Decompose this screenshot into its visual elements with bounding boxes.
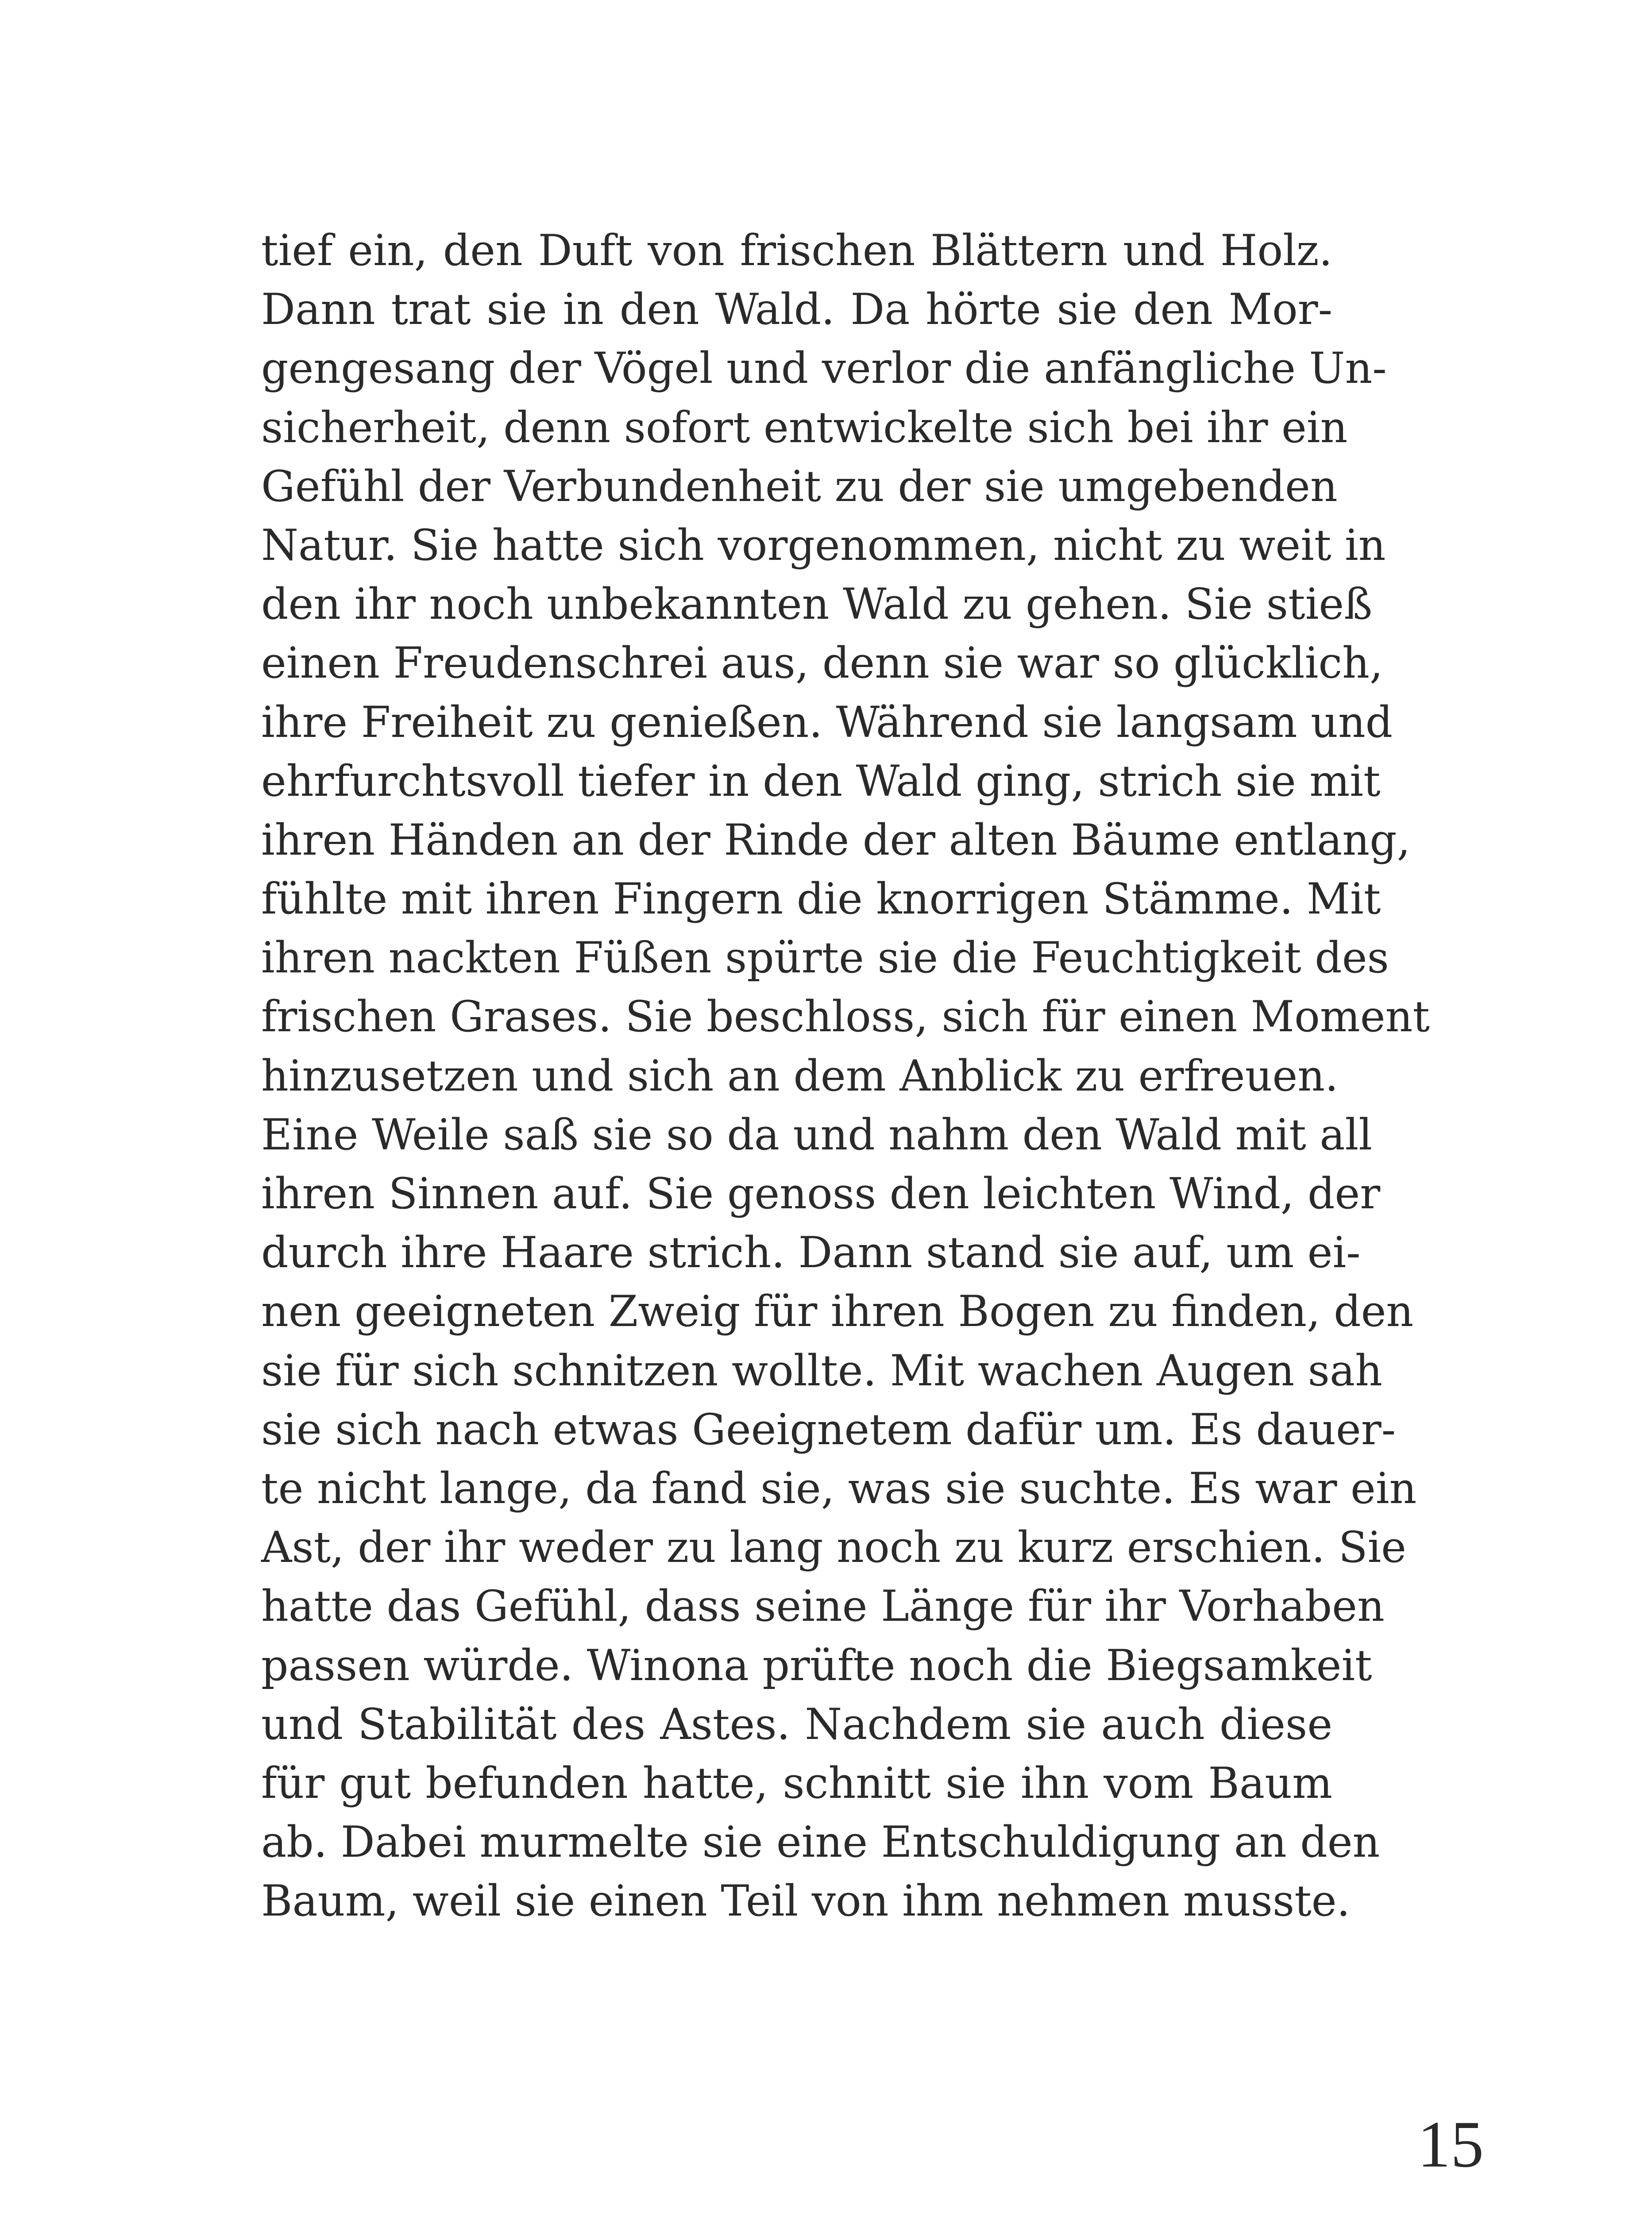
text-line: den ihr noch unbekannten Wald zu gehen. Sie stieß bbox=[261, 579, 1373, 629]
text-line: ab. Dabei murmelte sie eine Entschuldigung an den bbox=[261, 1817, 1380, 1867]
text-line: ihren nackten Füßen spürte sie die Feuchtigkeit des bbox=[261, 933, 1389, 983]
text-line: sicherheit, denn sofort entwickelte sich bei ihr ein bbox=[261, 402, 1348, 452]
page-number: 15 bbox=[1417, 2108, 1484, 2181]
text-line: Natur. Sie hatte sich vorgenommen, nicht zu weit in bbox=[261, 520, 1386, 570]
text-line: sie sich nach etwas Geeignetem dafür um. Es dauer- bbox=[261, 1404, 1396, 1454]
text-line: ehrfurchtsvoll tiefer in den Wald ging, strich sie mit bbox=[261, 756, 1381, 806]
text-line: frischen Grases. Sie beschloss, sich für einen Moment bbox=[261, 992, 1430, 1042]
text-line: ihren Händen an der Rinde der alten Bäume entlang, bbox=[261, 815, 1411, 865]
text-line: Gefühl der Verbundenheit zu der sie umgebenden bbox=[261, 461, 1338, 511]
text-line: passen würde. Winona prüfte noch die Biegsamkeit bbox=[261, 1640, 1372, 1690]
text-line: nen geeigneten Zweig für ihren Bogen zu finden, den bbox=[261, 1287, 1414, 1337]
text-line: te nicht lange, da fand sie, was sie suchte. Es war ein bbox=[261, 1463, 1417, 1513]
text-line: sie für sich schnitzen wollte. Mit wachen Augen sah bbox=[261, 1346, 1382, 1396]
body-text bbox=[261, 221, 1430, 1931]
text-line: Ast, der ihr weder zu lang noch zu kurz erschien. Sie bbox=[261, 1523, 1406, 1573]
text-line: Dann trat sie in den Wald. Da hörte sie den Mor- bbox=[261, 285, 1332, 335]
text-line: für gut befunden hatte, schnitt sie ihn vom Baum bbox=[261, 1758, 1332, 1808]
text-line: ihre Freiheit zu genießen. Während sie langsam und bbox=[261, 697, 1393, 747]
text-line: tief ein, den Duft von frischen Blättern und Holz. bbox=[261, 226, 1332, 275]
text-line: einen Freudenschrei aus, denn sie war so glücklich, bbox=[261, 638, 1383, 688]
text-line: fühlte mit ihren Fingern die knorrigen Stämme. Mit bbox=[261, 874, 1381, 924]
text-line: durch ihre Haare strich. Dann stand sie auf, um ei- bbox=[261, 1228, 1361, 1278]
text-line: gengesang der Vögel und verlor die anfängliche Un- bbox=[261, 343, 1387, 393]
text-line: Baum, weil sie einen Teil von ihm nehmen musste. bbox=[261, 1876, 1351, 1926]
text-line: ihren Sinnen auf. Sie genoss den leichten Wind, der bbox=[261, 1169, 1381, 1218]
text-line: hinzusetzen und sich an dem Anblick zu erfreuen. bbox=[261, 1051, 1339, 1101]
text-line: hatte das Gefühl, dass seine Länge für ihr Vorhaben bbox=[261, 1581, 1385, 1631]
text-line: Eine Weile saß sie so da und nahm den Wald mit all bbox=[261, 1110, 1372, 1160]
text-line: und Stabilität des Astes. Nachdem sie auch diese bbox=[261, 1699, 1332, 1749]
